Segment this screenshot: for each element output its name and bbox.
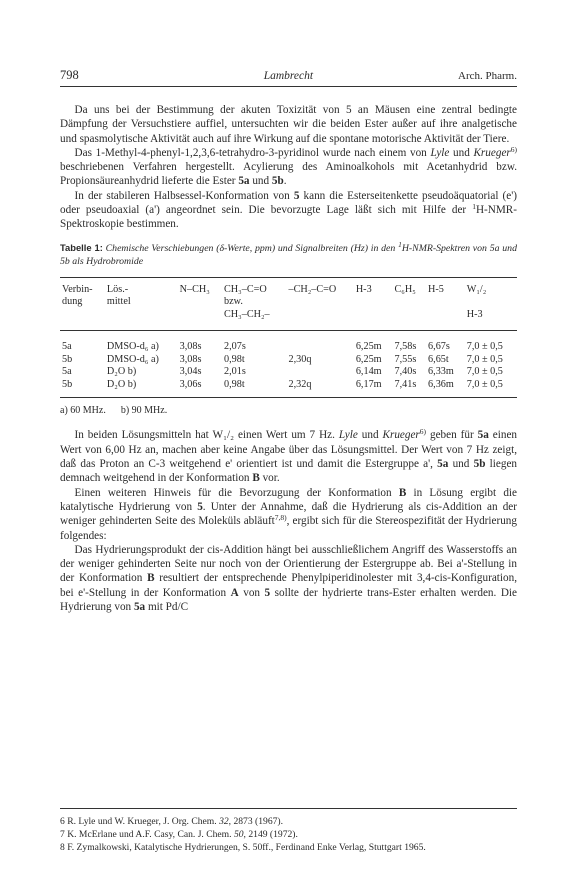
running-header [60, 68, 517, 87]
col-header-solvent: Lös.- [105, 277, 178, 296]
table-caption: Tabelle 1: Chemische Verschiebungen (δ-Werte, ppm) und Signalbreiten (Hz) in den $^1$H-NMR-Spektren von 5a und 5b als Hydrobromide [60, 239, 517, 267]
table-row: 5a DMSO-d₆ a) 3,08s 2,07s 6,25m 7,58s 6,67s 7,0 ± 0,5 [62, 341, 503, 353]
paragraph-hydrogenation: Einen weiteren Hinweis für die Bevorzugung der Konformation B in Lösung ergibt die katalytische Hydrierung von 5. Unter der Annahme, daß die Hydrierung als cis-Addition an der weniger gehinderten Seite des Moleküls abläuft$^{7,8)}$, ergibt sich für die Stereospezifität der Hydrierung folgendes: [60, 486, 517, 542]
paragraph-product: Das Hydrierungsprodukt der cis-Addition hängt bei ausschließlichem Angriff des Wasserstoffs an der weniger gehinderten Seite nur noch von der Orientierung der Estergruppe ab. Bei a'-Stellung in der Konformation B resultiert der entsprechende Phenylpiperidinolester mit 3,4-cis-Konfiguration, bei e'-Stellung in der Konformation A von 5 sollte der hydrierte trans-Ester erhalten werden. Die Hydrierung von 5a mit Pd/C [60, 543, 517, 614]
reference-7: 7 K. McErlane und A.F. Casy, Can. J. Chem. 50, 2149 (1972). [60, 829, 298, 840]
table-row: 5b DMSO-d₆ a) 3,08s 0,98t 2,30q 6,25m 7,55s 6,65t 7,0 ± 0,5 [62, 353, 503, 365]
col-header-h5: H-5 [426, 277, 465, 296]
col-header-h3: H-3 [354, 277, 393, 296]
page [60, 68, 517, 614]
reference-8: 8 F. Zymalkowski, Katalytische Hydrierungen, S. 50ff., Ferdinand Enke Verlag, Stuttgart 1965. [60, 842, 426, 853]
table-header-row: dung mittel bzw. [62, 296, 243, 308]
col-header-ch2co: –CH₂–C=O [287, 277, 354, 296]
col-header-c6h5: C₆H₅ [393, 277, 427, 296]
col-header-compound: Verbin- [60, 277, 105, 296]
table-header-row: CH₃–CH₂– H-3 [224, 308, 483, 320]
table-footnote: a) 60 MHz. b) 90 MHz. [60, 405, 168, 417]
paragraph-toxicity: Da uns bei der Bestimmung der akuten Toxizität von 5 an Mäusen eine zentral bedingte Dämpfung der Versuchstiere auffiel, untersuchten wir die beiden Ester außer auf ihre analgetische und spasmolytische Aktivität auch auf ihre Wirkung auf die spontane motorische Aktivität der Tiere. [60, 104, 517, 145]
page-number: 798 [60, 68, 79, 82]
reference-6: 6 R. Lyle und W. Krueger, J. Org. Chem. 32, 2873 (1967). [60, 816, 284, 827]
paragraph-conformation: In der stabileren Halbsessel-Konformation von 5 kann die Esterseitenkette pseudoäquatorial (e') oder pseudoaxial (a') angeordnet sein. Die bevorzugte Lage läßt sich mit Hilfe der $^1$H-NMR-Spektroskopie bestimmen. [60, 189, 517, 231]
paragraph-w12: In beiden Lösungsmitteln hat W₁/₂ einen Wert um 7 Hz. Lyle und Krueger$^{6)}$ geben für 5a einen Wert von 6,00 Hz an, machen aber keine Angabe über das Lösungsmittel. Der Wert von 7 Hz zeigt, daß das Proton an C-3 weitgehend e' orientiert ist und damit die Estergruppe a', 5a und 5b liegen demnach weitgehend in der Konformation B vor. [60, 427, 518, 485]
references [60, 808, 517, 854]
paragraph-synthesis: Das 1-Methyl-4-phenyl-1,2,3,6-tetrahydro-3-pyridinol wurde nach einem von Lyle und Krueger$^{6)}$ beschriebenen Verfahren hergestellt. Acylierung des Aminoalkohols mit Acetanhydrid bzw. Propionsäureanhydrid lieferte die Ester 5a und 5b. [60, 144, 518, 188]
col-header-w12: W₁/₂ [465, 277, 517, 296]
table-row: 5b D₂O b) 3,06s 0,98t 2,32q 6,17m 7,41s 6,36m 7,0 ± 0,5 [60, 379, 517, 398]
nmr-table [60, 277, 517, 399]
col-header-nch3: N–CH₃ [178, 277, 222, 296]
journal-name: Arch. Pharm. [458, 70, 517, 82]
running-author: Lambrecht [263, 70, 314, 82]
table-row: 5a D₂O b) 3,04s 2,01s 6,14m 7,40s 6,33m 7,0 ± 0,5 [62, 366, 503, 378]
table-header-row [60, 277, 517, 296]
body-text [60, 103, 517, 614]
col-header-ch3co: CH₃–C=O [222, 277, 286, 296]
